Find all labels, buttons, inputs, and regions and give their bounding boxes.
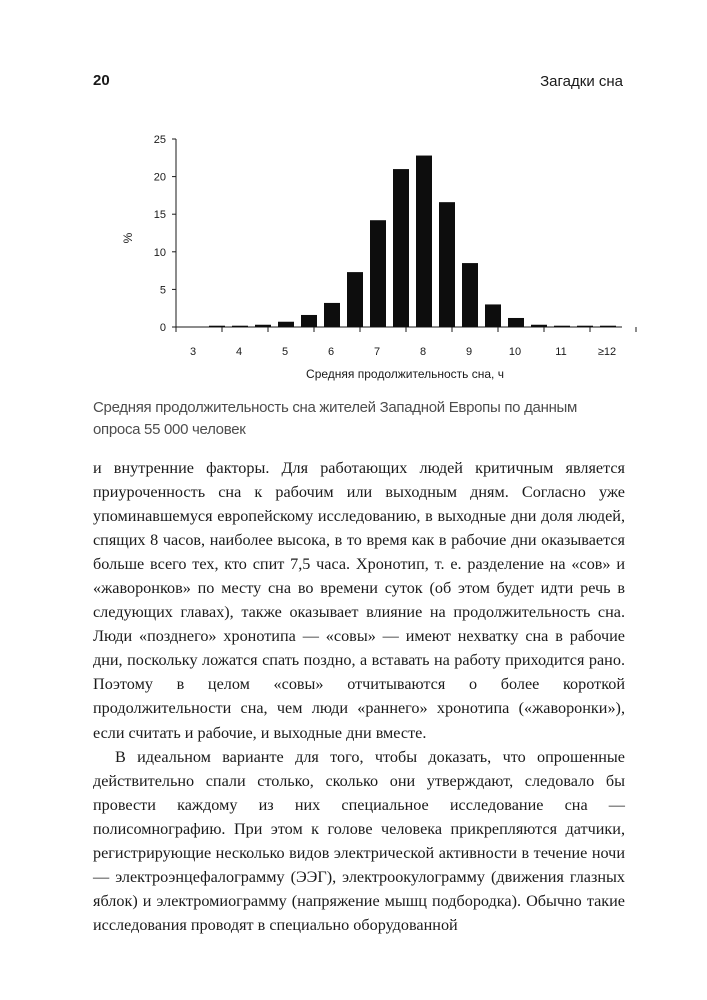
y-tick-label: 10 [153,246,166,259]
x-tick-label: 3 [189,346,197,358]
running-head-title: Загадки сна [540,73,623,90]
x-tick-label: 5 [281,346,289,358]
y-tick-label: 15 [153,209,166,222]
bar-7 [370,220,386,327]
x-tick-label: 4 [235,346,243,358]
page-number: 20 [93,72,110,89]
y-tick-label: 25 [153,134,166,146]
bar-8 [416,156,432,327]
x-tick-label: 11 [555,346,567,358]
body-text [93,456,625,937]
bar-11.5 [577,326,593,327]
bar-6.5 [347,272,363,327]
sleep-duration-histogram [0,0,707,395]
figure-caption: Средняя продолжительность сна жителей Западной Европы по данным опроса 55 000 человек [93,399,578,438]
x-axis [176,327,636,358]
y-axis [154,134,176,334]
bar-7.5 [393,169,409,327]
bar-4 [232,326,248,327]
x-tick-label: 6 [327,346,335,358]
bars [209,156,616,327]
y-tick-label: 0 [159,322,166,334]
x-tick-label: 9 [465,346,473,358]
bar-11 [554,326,570,327]
y-tick-label: 20 [153,171,166,184]
bar-9 [462,263,478,327]
bar-8.5 [439,202,455,327]
bar-10 [508,318,524,327]
x-tick-label: ≥12 [597,346,617,358]
paragraph: В идеальном варианте для того, чтобы доказать, что опрошенные действительно спали столько, сколько они утверждают, следовало бы провести каждому из них специальное исследование сна — полисомнографию. При этом к голове человека прикрепляются датчики, регистрирующие несколько видов электрической активности в течение ночи — электроэнцефалограмму (ЭЭГ), электроокулограмму (движения глазных яблок) и электромиограмму (напряжение мышц подбородка). Обычно такие исследования проводят в специально оборудованной [93,747,625,934]
bar-≥12 [600,326,616,327]
bar-5.5 [301,315,317,327]
bar-6 [324,303,340,327]
bar-4.5 [255,325,271,327]
y-tick-label: 5 [159,284,166,297]
x-tick-label: 10 [508,346,522,358]
bar-9.5 [485,304,501,327]
x-axis-label: Средняя продолжительность сна, ч [306,367,504,381]
paragraph: и внутренние факторы. Для работающих людей критичным является приуроченность сна к рабочим или выходным дням. Согласно уже упоминавшемуся европейскому исследованию, в выходные дни доля людей, спящих 8 часов, наиболее высока, в то время как в рабочие дни оказывается больше всего тех, кто спит 7,5 часа. Хронотип, т. е. разделение на «сов» и «жаворонков» по месту сна во времени суток (об этом будет идти речь в следующих главах), также оказывает влияние на продолжительность сна. Люди «позднего» хронотипа — «совы» — имеют нехватку сна в рабочие дни, поскольку ложатся спать поздно, а вставать на работу приходится рано. Поэтому в целом «совы» отчитываются о более короткой продолжительности сна, чем люди «раннего» хронотипа («жаворонки»), если считать и рабочие, и выходные дни вместе. [93,459,625,742]
bar-3.5 [209,326,225,327]
x-tick-label: 8 [419,346,427,358]
y-axis-label: % [121,232,135,244]
bar-10.5 [531,325,547,327]
bar-5 [278,322,294,327]
x-tick-label: 7 [373,346,381,358]
